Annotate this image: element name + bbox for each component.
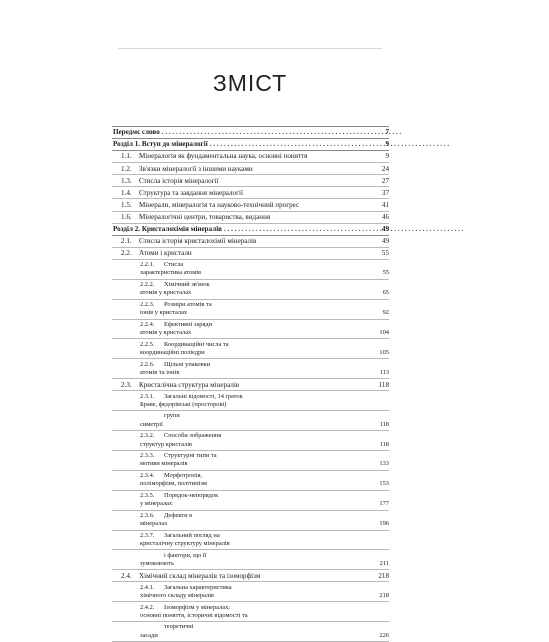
toc-entry-number: 2.4.2. — [140, 603, 155, 611]
toc-entry-title — [113, 128, 160, 137]
toc-page-number: 104 — [379, 329, 389, 337]
toc-entry — [112, 622, 389, 642]
toc-entry — [112, 411, 389, 431]
toc-entry-title — [140, 584, 241, 600]
toc-entry-title — [121, 165, 253, 174]
toc-entry — [112, 163, 389, 175]
toc-entry — [112, 175, 389, 187]
toc-page-number: 55 — [381, 249, 389, 258]
toc-entry-label: групи симетрії — [140, 412, 180, 428]
toc-page-number: 105 — [379, 348, 389, 356]
toc-entry-title — [121, 189, 243, 198]
toc-entry — [112, 531, 389, 551]
toc-entry-number: 1.5. — [121, 200, 132, 209]
toc-entry-number: 1.1. — [121, 152, 132, 161]
toc-entry-number: 2.1. — [121, 237, 132, 245]
toc-entry-title — [140, 604, 251, 620]
toc-entry — [112, 280, 389, 300]
toc-entry-label: Мінералогічні центри, товариства, видання — [139, 212, 271, 221]
toc-page-number: 226 — [379, 631, 389, 639]
toc-entry-label: Хімічний склад мінералів та ізоморфізм — [139, 571, 261, 580]
toc-entry — [112, 602, 389, 622]
page-title: ЗМІСТ — [212, 70, 288, 96]
toc-page-number: 9 — [385, 152, 389, 161]
toc-entry-label: Способи зображення структур кристалів — [140, 432, 222, 448]
toc-page-number: 49 — [381, 224, 389, 233]
toc-entry-title — [121, 152, 307, 161]
toc-entry — [112, 550, 389, 570]
toc-entry-label: Мінералогія як фундаментальна наука, основні поняття — [139, 152, 308, 161]
toc-page-number: 196 — [379, 520, 389, 528]
toc-entry — [112, 359, 389, 379]
toc-leader-dots — [162, 128, 373, 137]
toc-page-number: 177 — [379, 500, 389, 508]
toc-page-number: 118 — [379, 420, 389, 428]
toc-entry-title — [140, 361, 219, 377]
toc-entry-label: Загальний погляд на кристалічну структуру мінералів — [140, 531, 230, 548]
toc-entry-title — [140, 492, 219, 508]
toc-entry — [112, 260, 389, 280]
toc-entry-title — [121, 249, 192, 258]
toc-entry — [112, 379, 389, 391]
toc-page-number: 92 — [382, 309, 389, 317]
toc-page-number: 41 — [381, 200, 389, 209]
toc-entry-label: Стисла характеристика атомів — [140, 261, 202, 277]
toc-entry — [112, 471, 389, 491]
toc-entry-number: 2.4. — [121, 571, 132, 580]
toc-entry-label: Атоми і кристали — [139, 249, 192, 258]
toc-entry-label: Ізоморфізм у мінералах: основні поняття, історичні відомості та — [140, 603, 248, 619]
toc-entry-number: 2.3.1. — [140, 392, 155, 400]
toc-page-number: 9 — [385, 140, 389, 149]
toc-entry-label: Координаційні числа та координаційні поліедри — [140, 340, 229, 356]
toc-entry-label: Загальні відомості, 14 ґраток Браве, федорівські (просторові) — [140, 392, 243, 408]
toc-entry-number: 2.3. — [121, 380, 132, 389]
top-rule — [118, 48, 382, 49]
toc-entry — [112, 491, 389, 511]
toc-page-number: 27 — [381, 176, 389, 185]
toc-page-number: 133 — [379, 460, 389, 468]
toc-entry-number: 2.4.1. — [140, 583, 155, 591]
toc-entry-label: Зв'язки мінералогії з іншими науками — [139, 164, 253, 173]
toc-entry — [112, 451, 389, 471]
toc-leader-dots — [210, 140, 373, 149]
toc-page-number: 37 — [381, 188, 389, 197]
toc-entry-number: 1.2. — [121, 164, 132, 173]
toc-entry-title — [140, 532, 242, 548]
toc-entry-title — [121, 572, 260, 581]
toc-entry-title — [113, 140, 208, 149]
toc-entry-number: 1.3. — [121, 176, 132, 185]
toc-entry — [112, 300, 389, 320]
toc-entry-title — [121, 213, 270, 222]
toc-entry-label: Розділ 2. Кристалохімія мінералів — [113, 224, 222, 233]
toc-entry — [112, 151, 389, 163]
toc-entry-title — [140, 623, 198, 639]
toc-entry-label: Кристалічна структура мінералів — [139, 380, 240, 389]
toc-entry-label: Щільні упаковки атомів та іонів — [140, 360, 211, 376]
toc-entry — [112, 431, 389, 451]
toc-entry-title — [121, 201, 299, 210]
toc-entry-title — [140, 512, 203, 528]
toc-entry-label: Хімічний зв'язок атомів у кристалах — [140, 281, 210, 297]
toc-entry-label: Загальна характеристика хімічного складу мінералів — [140, 583, 232, 599]
toc-page-number: 46 — [381, 212, 389, 221]
toc-entry-number: 2.3.7. — [140, 531, 155, 539]
toc-entry-number: 2.2.3. — [140, 300, 155, 308]
toc-page-number: 49 — [381, 237, 389, 245]
toc-entry-title — [140, 341, 237, 357]
toc-entry-number: 2.3.2. — [140, 432, 155, 440]
toc-entry-label: Передмє слово — [113, 128, 160, 137]
toc-entry-label: і фактори, що її зумовлюють — [140, 551, 207, 567]
toc-entry-label: Структура та завдання мінералогії — [139, 188, 243, 197]
toc-entry-number: 2.2.4. — [140, 320, 155, 328]
toc-entry-label: Порядок-непорядок у мінералах — [140, 492, 219, 508]
toc-entry-title — [140, 321, 225, 337]
toc-entry-number: 2.2.1. — [140, 261, 155, 269]
toc-entry — [112, 127, 389, 139]
toc-entry-label: Дефекти в мінералах — [140, 511, 193, 528]
toc-entry — [112, 320, 389, 340]
toc-entry — [112, 248, 389, 260]
toc-page-number: 7 — [385, 128, 389, 137]
toc-entry-label: Стисла історія кристалохімії мінералів — [139, 237, 257, 245]
toc-entry-label: Морфотропія, поліморфізм, політипізм — [140, 472, 207, 488]
toc-entry-number: 2.3.5. — [140, 492, 155, 500]
toc-entry — [112, 187, 389, 199]
toc-entry-title — [121, 237, 256, 246]
toc-entry-number: 2.3.4. — [140, 472, 155, 480]
toc-entry-title — [140, 301, 223, 317]
toc-entry-label: Стисла історія мінералогії — [139, 176, 219, 185]
toc-entry — [112, 511, 389, 531]
toc-entry-title — [140, 452, 225, 468]
toc-entry-number: 2.3.3. — [140, 452, 155, 460]
toc-entry-number: 2.3.6. — [140, 511, 155, 519]
toc-entry — [112, 339, 389, 359]
toc-entry-label: Структурні типи та мотиви мінералів — [140, 452, 217, 468]
toc-entry — [112, 391, 389, 411]
toc-entry — [112, 582, 389, 602]
toc-entry-number: 1.4. — [121, 188, 132, 197]
toc-page-number: 118 — [378, 380, 389, 389]
toc-entry-title — [140, 281, 224, 297]
toc-entry-title — [121, 177, 218, 186]
toc-entry-label: Розміри атомів та іонів у кристалах — [140, 300, 212, 317]
toc-entry-title — [140, 432, 229, 448]
toc-page-number: 55 — [382, 269, 389, 277]
toc-entry-title — [140, 412, 193, 428]
toc-page-number: 218 — [378, 571, 389, 580]
toc-page-number: 153 — [379, 480, 389, 488]
toc-entry-label: теоретичні засади — [140, 623, 194, 639]
toc-page-number: 118 — [379, 440, 389, 448]
toc-entry-number: 2.2.6. — [140, 360, 155, 368]
toc-entry-label: Розділ 1. Вступ до мінералогії — [113, 140, 208, 149]
toc-page-number: 218 — [379, 591, 389, 599]
toc-entry-title — [140, 261, 216, 277]
toc-entry-label: Мінерали, мінералогія та науково-технічний прогрес — [139, 200, 300, 209]
toc-entry — [112, 212, 389, 224]
toc-page-number: 24 — [381, 164, 389, 173]
toc-entry-title — [113, 225, 222, 234]
toc-entry — [112, 139, 389, 151]
toc-leader-dots — [224, 225, 373, 234]
toc-entry-number: 2.2. — [121, 249, 132, 258]
toc-entry-title — [140, 552, 214, 568]
toc-entry-label: Ефективні заряди атомів у кристалах — [140, 320, 213, 337]
toc-entry-title — [140, 393, 248, 409]
toc-page-number: 211 — [379, 559, 389, 567]
toc-entry — [112, 570, 389, 582]
toc-page-number: 113 — [379, 368, 389, 376]
toc-page-number: 65 — [382, 289, 389, 297]
toc-entry — [112, 199, 389, 211]
toc-entry-title — [140, 472, 227, 488]
toc-entry-number: 1.6. — [121, 212, 132, 221]
table-of-contents — [112, 126, 389, 642]
toc-entry-number: 2.2.5. — [140, 340, 155, 348]
toc-entry — [112, 236, 389, 248]
toc-entry-title — [121, 381, 239, 390]
toc-entry — [112, 224, 389, 236]
toc-entry-number: 2.2.2. — [140, 281, 155, 289]
